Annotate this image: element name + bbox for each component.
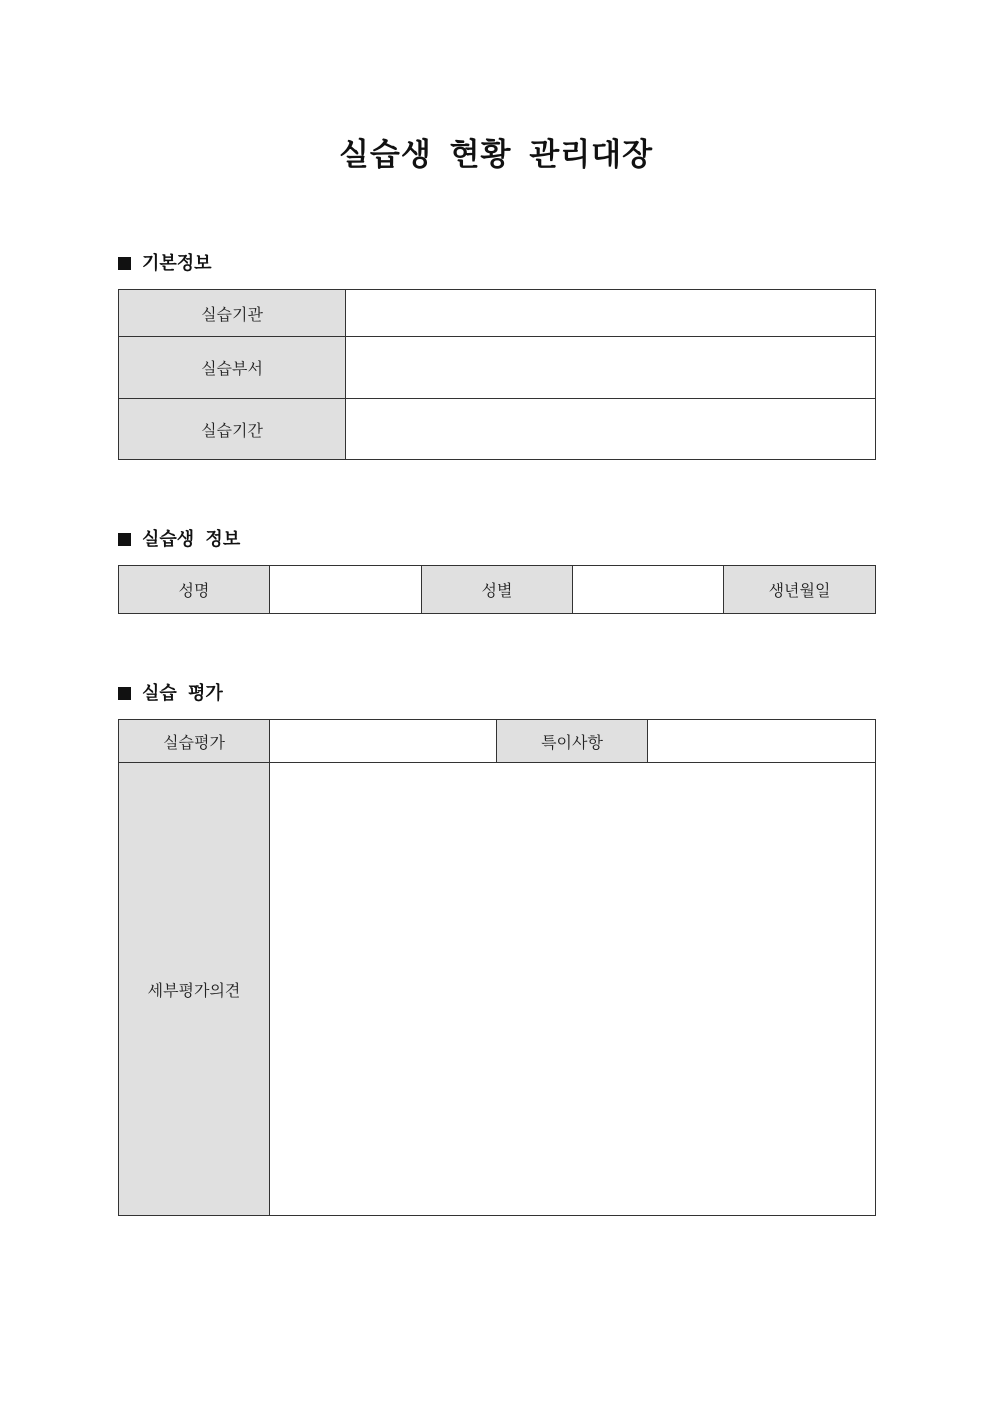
name-label: 성명 bbox=[119, 566, 270, 614]
table-row bbox=[119, 399, 876, 460]
table-row bbox=[119, 290, 876, 337]
table-row bbox=[119, 720, 876, 763]
section-heading-basic-info bbox=[118, 252, 212, 276]
section-heading-label: 실습 평가 bbox=[142, 683, 223, 704]
period-field[interactable] bbox=[346, 399, 876, 460]
evaluation-field[interactable] bbox=[270, 720, 497, 763]
student-info-table bbox=[118, 565, 876, 614]
section-heading-student-info bbox=[118, 528, 240, 552]
square-bullet-icon bbox=[118, 257, 131, 270]
table-row bbox=[119, 337, 876, 399]
institution-label: 실습기관 bbox=[119, 290, 346, 337]
section-heading-label: 기본정보 bbox=[142, 253, 212, 274]
page-title: 실습생 현황 관리대장 bbox=[338, 137, 654, 173]
section-heading-label: 실습생 정보 bbox=[142, 529, 241, 550]
gender-label: 성별 bbox=[422, 566, 573, 614]
basic-info-table bbox=[118, 289, 876, 460]
table-row bbox=[119, 566, 876, 614]
birthdate-label: 생년월일 bbox=[724, 566, 876, 614]
department-label: 실습부서 bbox=[119, 337, 346, 399]
name-field[interactable] bbox=[270, 566, 422, 614]
institution-field[interactable] bbox=[346, 290, 876, 337]
detail-opinion-label: 세부평가의견 bbox=[119, 763, 270, 1216]
evaluation-table bbox=[118, 719, 876, 1216]
square-bullet-icon bbox=[118, 533, 131, 546]
period-label: 실습기간 bbox=[119, 399, 346, 460]
evaluation-label: 실습평가 bbox=[119, 720, 270, 763]
notes-label: 특이사항 bbox=[497, 720, 648, 763]
table-row bbox=[119, 763, 876, 1216]
detail-opinion-field[interactable] bbox=[270, 763, 876, 1216]
section-heading-evaluation bbox=[118, 682, 223, 706]
department-field[interactable] bbox=[346, 337, 876, 399]
square-bullet-icon bbox=[118, 687, 131, 700]
gender-field[interactable] bbox=[573, 566, 724, 614]
notes-field[interactable] bbox=[648, 720, 876, 763]
